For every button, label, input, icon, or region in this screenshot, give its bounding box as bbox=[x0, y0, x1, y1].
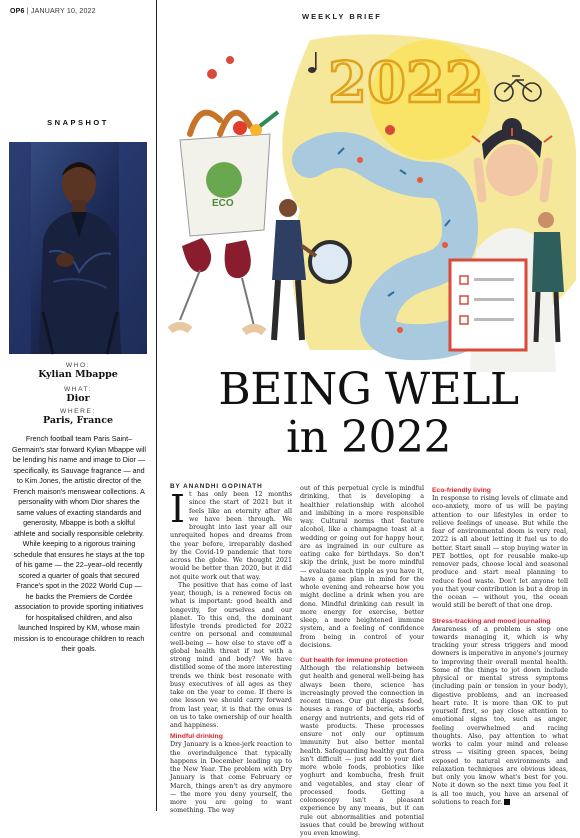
headline bbox=[157, 366, 580, 462]
illustration-year: 2022 bbox=[328, 50, 484, 116]
snapshot-label: SNAPSHOT bbox=[47, 118, 109, 127]
article-paragraph: Although the relationship between gut health and general well-being has always been there, science has increasingly proved the connection in recent times. Our gut digests food, houses a range of bacteria, absorbs energy and nutrients, and gets rid of waste products. These processes ensure not only our optimum immunity but also better mental health. Safeguarding healthy gut flora isn't difficult — just add to your diet more whole foods, probiotics like yoghurt and kombucha, fresh fruit and vegetables, and stay clear of processed foods. Getting a colonoscopy isn't a pleasant experience by any means, but it can rule out abnormalities and potential issues that could be brewing without you even knowing. bbox=[300, 665, 424, 837]
article-paragraph: out of this perpetual cycle is mindful drinking, that is developing a healthier relationship with alcohol and imbibing in a more responsible way. Cultural norms that feature alcohol, like a champagne toast at a wedding or going out for happy hour, are as ingrained in our culture as eating cake for birthdays. So don't skip the drink, just be more mindful — evaluate each tipple as you have it, have a game plan in mind for the whole evening and rehearse how you might decline a drink when you are done. Mindful drinking can result in more energy for exercise, better sleep, a more heightened immune system, and a feeling of confidence from being in control of your decisions. bbox=[300, 485, 424, 649]
article-paragraph: The positive that has come of last year, though, is a renewed focus on what is important: good health and longevity, for ourselves and our planet. To this end, the dominant lifestyle trends predicted for 2022 centre on personal and communal well-being — how else to stave off a global health threat if not with a strong mind and body? We have distilled some of the more interesting trends we think best resonate with busy executives of all ages as they take on the year to come. If there is one lesson we should carry forward from last year, it is that the onus is on us to take ownership of our health and happiness. bbox=[170, 581, 292, 729]
subheading-stress-tracking: Stress-tracking and mood journaling bbox=[432, 617, 551, 625]
snapshot-photo bbox=[9, 142, 147, 354]
drop-cap: I bbox=[170, 487, 186, 531]
where-label: WHERE: bbox=[60, 408, 96, 415]
end-mark-icon bbox=[504, 799, 510, 805]
subheading-mindful-drinking: Mindful drinking bbox=[170, 733, 223, 741]
meta-what bbox=[0, 386, 156, 404]
byline: BY ANANDHI GOPINATH bbox=[170, 483, 263, 490]
checklist-clipboard bbox=[450, 260, 526, 350]
who-label: WHO: bbox=[65, 362, 91, 369]
subheading-eco-friendly: Eco-friendly living bbox=[432, 487, 491, 494]
meta-where bbox=[0, 408, 156, 426]
article-column-1 bbox=[170, 487, 292, 815]
folio: OP6 | JANUARY 10, 2022 bbox=[10, 8, 96, 15]
where-value: Paris, France bbox=[42, 415, 114, 426]
meta-who bbox=[0, 362, 156, 380]
what-label: WHAT: bbox=[63, 386, 93, 393]
article-paragraph: It has only been 12 months since the start of 2021 but it feels like an eternity after all we have been through. We brought into last year all our unrequited hopes and dreams from the year before, irreparably dashed by the Covid-19 pandemic that tore across the globe. We thought 2021 would be better than 2020, but it did not quite work out that way. bbox=[170, 487, 292, 581]
headline-line1: BEING WELL bbox=[218, 364, 519, 415]
what-value: Dior bbox=[66, 393, 90, 404]
who-value: Kylian Mbappe bbox=[38, 369, 118, 380]
article-column-2 bbox=[300, 485, 424, 837]
headline-line2: in 2022 bbox=[286, 412, 451, 463]
article-paragraph: Awareness of a problem is step one towards managing it, which is why tracking your stress triggers and mood downers is imperative in anyone's journey to improving their overall mental health. Some of the things to jot down include physical or mental stress symptoms (including pain or tension in your body), digestive problems, and an increased heart rate. It is more than OK to put yourself first, so pay close attention to emotional signs too, such as anger, feeling overwhelmed and racing thoughts. Also, pay attention to what works to calm your mind and release stress — visiting green spaces, being exposed to natural environments and relaxation techniques are obvious ideas, but only you know what's best for you. Note it down so the next time you feel it is all too much, you have an arsenal of solutions to reach for. bbox=[432, 625, 568, 806]
section-label: WEEKLY BRIEF bbox=[302, 12, 382, 21]
subheading-gut-health: Gut health for immune protection bbox=[300, 657, 408, 664]
snapshot-bio: French football team Paris Saint–Germain's star forward Kylian Mbappe will be lending his name and image to Dior — specifically, its Sauvage fragrance — and to Kim Jones, the artistic director of the French maison's menswear collections. A personality with whom Dior shares the same values of exacting standards and generosity, Mbappe is both a skilful athlete and socially responsible celebrity. While keeping to a rigorous training schedule that ensures he stays at the top of his game — the 22–year–old recently scored a quarter of goals that secured France's spot in the 2022 World Cup — he backs the Premiers de Cordée association to provide sporting initiatives for hospitalised children, and also launched Inspired by KM, whose main mission is to encourage children to reach their goals. bbox=[12, 434, 146, 653]
article-column-3 bbox=[432, 484, 568, 810]
wellness-illustration bbox=[160, 30, 576, 372]
article-paragraph: In response to rising levels of climate and eco-anxiety, more of us will be paying attention to our lifestyles in order to relieve feelings of unease. But while the fear of environmental doom is very real, 2022 is all about letting it fuel us to do better. Start small — stop buying water in PET bottles, opt for reusable make-up remover pads, choose local and seasonal produce and start meal planning to reduce food waste. Don't let anyone tell you that your contribution is but a drop in the ocean — without you, the ocean would still be bereft of that one drop. bbox=[432, 495, 568, 610]
eco-bag-label: ECO bbox=[212, 198, 234, 209]
wine-glasses-icon bbox=[170, 238, 264, 332]
eco-bag-icon bbox=[180, 112, 278, 236]
article-paragraph: Dry January is a knee-jerk reaction to the overindulgence that typically happens in December leading up to the New Year. The problem with Dry January is that come February or March, things aren't as dry anymore — the more you deny yourself, the more you are going to want something. The way bbox=[170, 741, 292, 815]
